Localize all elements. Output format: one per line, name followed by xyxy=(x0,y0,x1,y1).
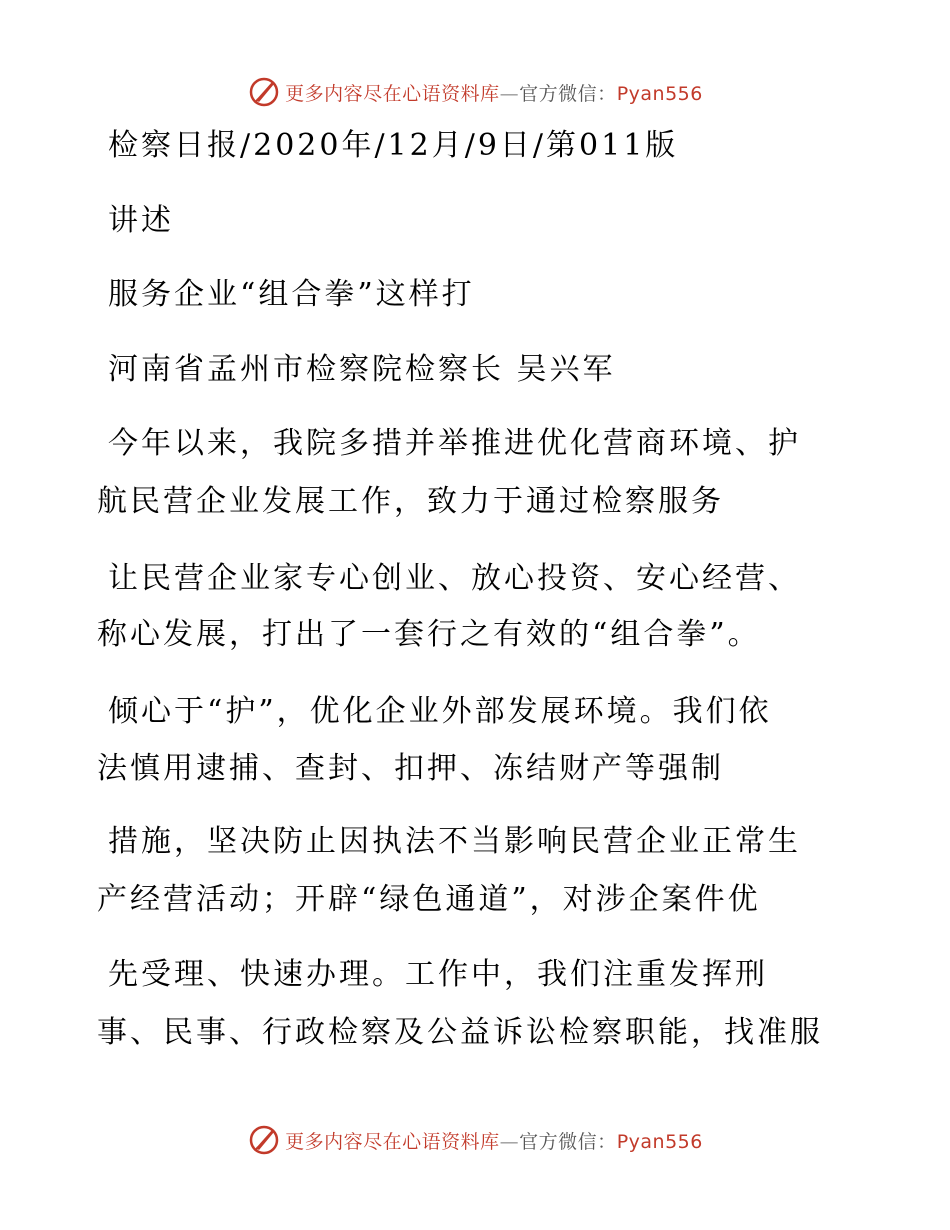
paragraph-line: 航民营企业发展工作，致力于通过检察服务 xyxy=(97,484,724,519)
watermark-wechat-label: 官方微信： xyxy=(519,1130,617,1153)
watermark-slogan: 更多内容尽在心语资料库 xyxy=(285,82,500,105)
paragraph-line: 倾心于“护”，优化企业外部发展环境。我们依 xyxy=(108,694,772,729)
quill-pen-logo-icon xyxy=(247,75,281,109)
article-author: 河南省孟州市检察院检察长 吴兴军 xyxy=(108,352,616,387)
watermark-wechat-id: Pyan556 xyxy=(616,1130,703,1153)
watermark-slogan: 更多内容尽在心语资料库 xyxy=(285,1130,500,1153)
watermark-text xyxy=(285,79,703,106)
paragraph-line: 事、民事、行政检察及公益诉讼检察职能，找准服 xyxy=(97,1015,823,1050)
paragraph-line: 法慎用逮捕、查封、扣押、冻结财产等强制 xyxy=(97,751,724,786)
watermark-banner-bottom xyxy=(0,1120,950,1160)
paragraph-line: 措施，坚决防止因执法不当影响民营企业正常生 xyxy=(108,824,801,859)
paragraph-line: 先受理、快速办理。工作中，我们注重发挥刑 xyxy=(108,957,768,992)
watermark-dash: — xyxy=(499,1130,520,1153)
watermark-wechat-id: Pyan556 xyxy=(616,82,703,105)
watermark-banner-top xyxy=(0,72,950,112)
paragraph-line: 称心发展，打出了一套行之有效的“组合拳”。 xyxy=(97,617,761,652)
paragraph-line: 让民营企业家专心创业、放心投资、安心经营、 xyxy=(108,561,801,596)
article-column: 讲述 xyxy=(108,203,174,238)
quill-pen-logo-icon xyxy=(247,1123,281,1157)
article-title: 服务企业“组合拳”这样打 xyxy=(108,277,475,312)
article-source: 检察日报/2020年/12月/9日/第011版 xyxy=(108,128,679,163)
paragraph-line: 产经营活动；开辟“绿色通道”，对涉企案件优 xyxy=(97,882,761,917)
paragraph-line: 今年以来，我院多措并举推进优化营商环境、护 xyxy=(108,426,801,461)
watermark-wechat-label: 官方微信： xyxy=(519,82,617,105)
watermark-dash: — xyxy=(499,82,520,105)
watermark-text xyxy=(285,1127,703,1154)
